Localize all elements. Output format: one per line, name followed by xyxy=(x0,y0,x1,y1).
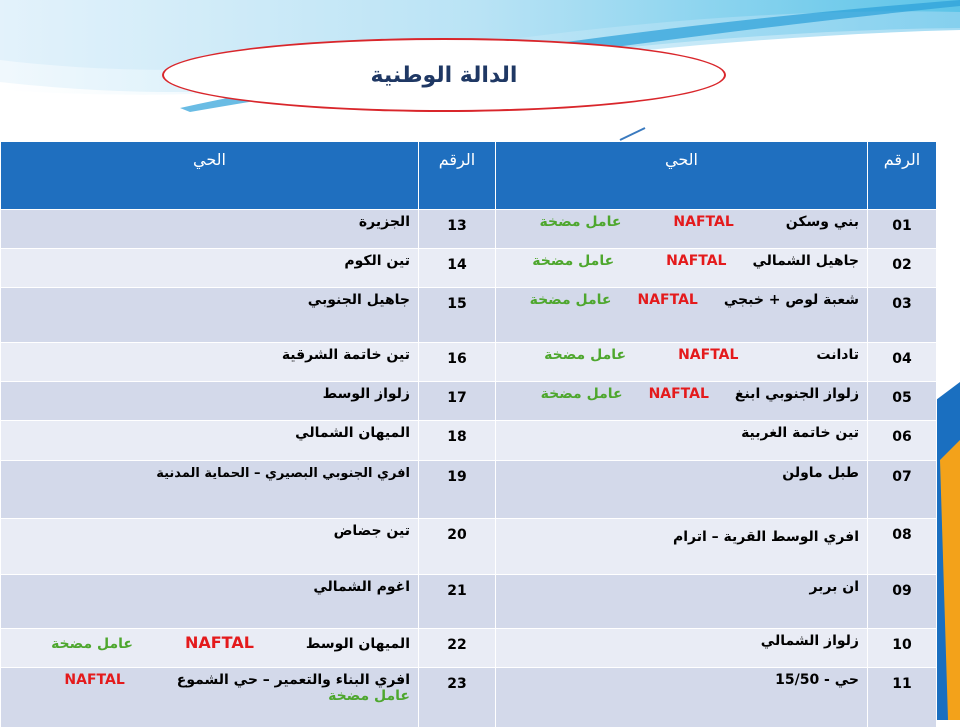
district-name: الميهان الوسط xyxy=(305,636,410,652)
number-cell: 06 xyxy=(868,421,937,461)
district-cell xyxy=(496,288,868,343)
number-cell: 03 xyxy=(868,288,937,343)
district-cell xyxy=(1,461,419,519)
table-row xyxy=(1,382,937,421)
district-cell xyxy=(496,421,868,461)
district-name: جاهيل الجنوبي xyxy=(307,292,410,308)
district-cell xyxy=(496,668,868,728)
district-name: افري البناء والتعمير – حي الشموع xyxy=(176,672,410,688)
number-cell: 01 xyxy=(868,210,937,249)
district-cell xyxy=(1,519,419,575)
district-name: تين جضاض xyxy=(333,523,410,539)
number-cell: 11 xyxy=(868,668,937,728)
table-row xyxy=(1,575,937,629)
naftal-label: NAFTAL xyxy=(678,347,739,363)
district-cell xyxy=(1,249,419,288)
district-cell xyxy=(1,668,419,728)
number-cell: 02 xyxy=(868,249,937,288)
district-cell xyxy=(496,629,868,668)
table-row xyxy=(1,519,937,575)
district-name: طبل ماولن xyxy=(782,465,859,481)
number-cell: 18 xyxy=(419,421,496,461)
pump-attendant-label: عامل مضخة xyxy=(532,253,615,269)
district-name: حي - 15/50 xyxy=(775,672,859,688)
table-row xyxy=(1,288,937,343)
district-name: افري الجنوبي البصيري – الحماية المدنية xyxy=(156,466,410,481)
number-cell: 05 xyxy=(868,382,937,421)
header-district-right: الحي xyxy=(1,142,419,210)
district-cell xyxy=(496,519,868,575)
table-row xyxy=(1,249,937,288)
number-cell: 23 xyxy=(419,668,496,728)
district-cell xyxy=(1,421,419,461)
number-cell: 13 xyxy=(419,210,496,249)
district-name: تين خاتمة الشرقية xyxy=(281,347,410,363)
district-cell xyxy=(1,382,419,421)
page-title: الدالة الوطنية xyxy=(370,62,518,88)
pump-attendant-label: عامل مضخة xyxy=(51,636,133,652)
district-name: ان بربر xyxy=(809,579,859,595)
number-cell: 21 xyxy=(419,575,496,629)
number-cell: 09 xyxy=(868,575,937,629)
naftal-label: NAFTAL xyxy=(184,633,254,652)
number-cell: 07 xyxy=(868,461,937,519)
table-row xyxy=(1,629,937,668)
number-cell: 15 xyxy=(419,288,496,343)
pump-attendant-label: عامل مضخة xyxy=(544,347,627,363)
number-cell: 17 xyxy=(419,382,496,421)
number-cell: 14 xyxy=(419,249,496,288)
district-name: بني وسكن xyxy=(785,214,859,230)
district-name: الجزيرة xyxy=(358,214,410,230)
district-name: اغوم الشمالي xyxy=(313,579,410,595)
district-cell xyxy=(1,210,419,249)
district-name: شعبة لوص + خبجي xyxy=(723,292,859,308)
table-row xyxy=(1,421,937,461)
district-cell xyxy=(496,249,868,288)
district-cell xyxy=(1,629,419,668)
districts-table xyxy=(0,141,937,728)
naftal-label: NAFTAL xyxy=(673,214,734,230)
header-num-left: الرقم xyxy=(868,142,937,210)
district-name: تين الكوم xyxy=(344,253,410,269)
number-cell: 08 xyxy=(868,519,937,575)
district-name: زلواز الشمالي xyxy=(760,633,859,649)
district-name: زلواز الوسط xyxy=(322,386,410,402)
number-cell: 22 xyxy=(419,629,496,668)
district-name: افري الوسط القرية – اترام xyxy=(672,529,859,545)
naftal-label: NAFTAL xyxy=(648,386,709,402)
district-cell xyxy=(496,461,868,519)
table-row xyxy=(1,210,937,249)
district-name: جاهيل الشمالي xyxy=(752,253,859,269)
pump-attendant-label: عامل مضخة xyxy=(529,292,612,308)
naftal-label: NAFTAL xyxy=(64,672,125,688)
number-cell: 20 xyxy=(419,519,496,575)
district-name: الميهان الشمالي xyxy=(295,425,410,441)
district-cell xyxy=(1,343,419,382)
number-cell: 10 xyxy=(868,629,937,668)
header-num-right: الرقم xyxy=(419,142,496,210)
number-cell: 16 xyxy=(419,343,496,382)
district-cell xyxy=(496,382,868,421)
pump-attendant-label: عامل مضخة xyxy=(539,214,622,230)
district-cell xyxy=(1,288,419,343)
header-district-left: الحي xyxy=(496,142,868,210)
naftal-label: NAFTAL xyxy=(666,253,727,269)
table-row xyxy=(1,461,937,519)
district-name: تادانت xyxy=(816,347,859,363)
naftal-label: NAFTAL xyxy=(637,292,698,308)
pump-attendant-label: عامل مضخة xyxy=(328,688,410,704)
table-row xyxy=(1,668,937,728)
number-cell: 19 xyxy=(419,461,496,519)
title-banner xyxy=(162,38,726,112)
district-cell xyxy=(496,575,868,629)
district-name: تين خاتمة الغربية xyxy=(741,425,859,441)
district-cell xyxy=(496,210,868,249)
table-row xyxy=(1,343,937,382)
table-header-row xyxy=(1,142,937,210)
number-cell: 04 xyxy=(868,343,937,382)
district-cell xyxy=(496,343,868,382)
pump-attendant-label: عامل مضخة xyxy=(540,386,623,402)
district-name: زلواز الجنوبي ابنغ xyxy=(734,386,859,402)
district-cell xyxy=(1,575,419,629)
